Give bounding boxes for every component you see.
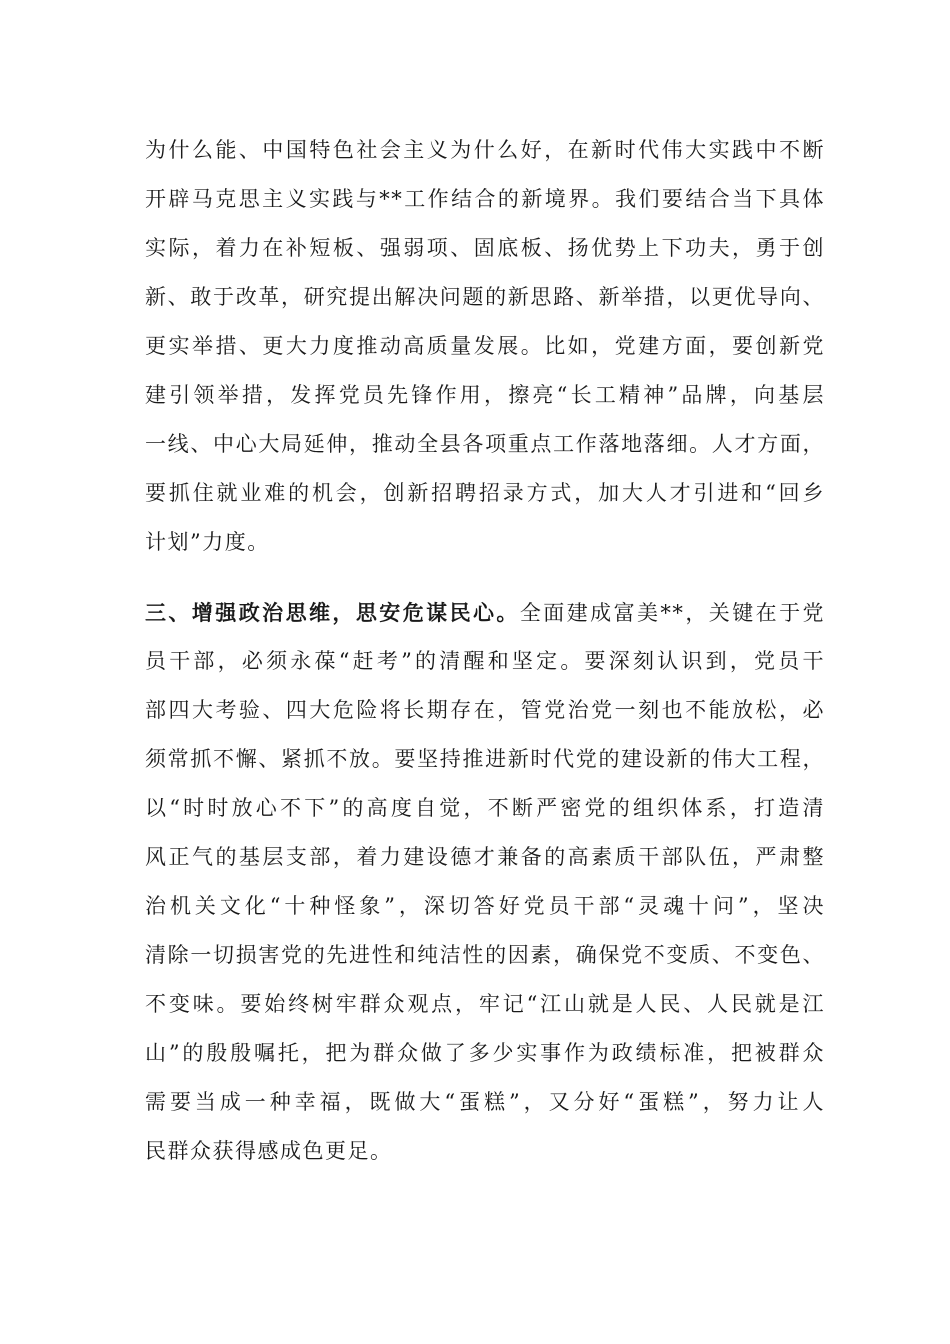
- paragraph-line: 开辟马克思主义实践与**工作结合的新境界。我们要结合当下具体: [145, 187, 825, 211]
- paragraph-line: 部四大考验、四大危险将长期存在，管党治党一刻也不能放松，必: [145, 698, 825, 722]
- section-first-line-text: 全面建成富美**，关键在于党: [519, 601, 826, 625]
- paragraph-line: 治机关文化“十种怪象”，深切答好党员干部“灵魂十问”，坚决: [145, 894, 825, 918]
- paragraph-2: [145, 588, 825, 1176]
- paragraph-line: 一线、中心大局延伸，推动全县各项重点工作落地落细。人才方面，: [145, 432, 825, 456]
- paragraph-1: [145, 126, 825, 567]
- paragraph-line: 建引领举措，发挥党员先锋作用，擦亮“长工精神”品牌，向基层: [145, 383, 825, 407]
- paragraph-line: 以“时时放心不下”的高度自觉，不断严密党的组织体系，打造清: [145, 796, 825, 820]
- paragraph-line: 计划”力度。: [145, 530, 270, 554]
- paragraph-line: 民群众获得感成色更足。: [145, 1139, 393, 1163]
- paragraph-line: 新、敢于改革，研究提出解决问题的新思路、新举措，以更优导向、: [145, 285, 825, 309]
- paragraph-line: 员干部，必须永葆“赶考”的清醒和坚定。要深刻认识到，党员干: [145, 649, 825, 673]
- paragraph-line: 更实举措、更大力度推动高质量发展。比如，党建方面，要创新党: [145, 334, 825, 358]
- paragraph-line: 风正气的基层支部，着力建设德才兼备的高素质干部队伍，严肃整: [145, 845, 825, 869]
- paragraph-line: 清除一切损害党的先进性和纯洁性的因素，确保党不变质、不变色、: [145, 943, 825, 967]
- paragraph-line: 实际，着力在补短板、强弱项、固底板、扬优势上下功夫，勇于创: [145, 236, 825, 260]
- paragraph-line: 山”的殷殷嘱托，把为群众做了多少实事作为政绩标准，把被群众: [145, 1041, 825, 1065]
- paragraph-line: 须常抓不懈、紧抓不放。要坚持推进新时代党的建设新的伟大工程，: [145, 747, 825, 771]
- paragraph-line: 不变味。要始终树牢群众观点，牢记“江山就是人民、人民就是江: [145, 992, 825, 1016]
- paragraph-line: 需要当成一种幸福，既做大“蛋糕”，又分好“蛋糕”，努力让人: [145, 1090, 825, 1114]
- paragraph-line: 为什么能、中国特色社会主义为什么好，在新时代伟大实践中不断: [145, 138, 825, 162]
- paragraph-first-line: [145, 588, 825, 637]
- section-heading: 三、增强政治思维，思安危谋民心。: [145, 600, 520, 625]
- paragraph-line: 要抓住就业难的机会，创新招聘招录方式，加大人才引进和“回乡: [145, 481, 825, 505]
